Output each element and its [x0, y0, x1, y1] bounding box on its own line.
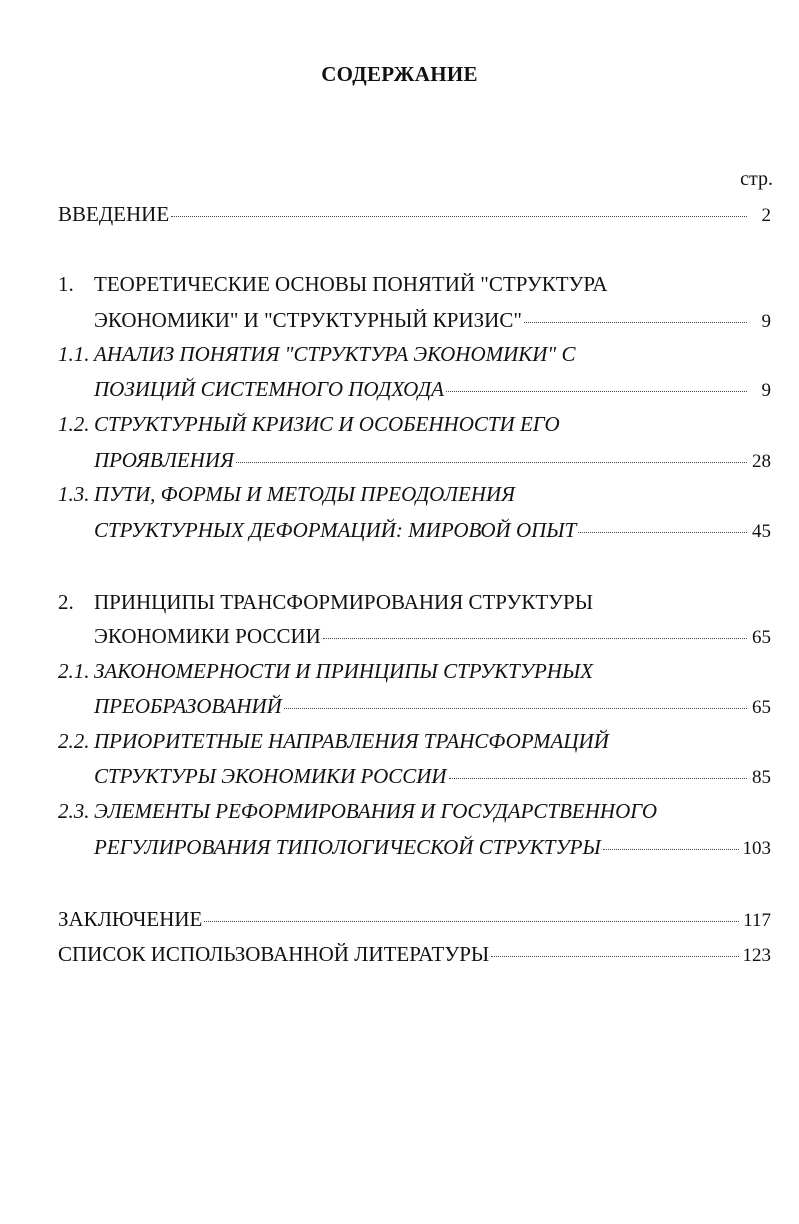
section-title-line2: СТРУКТУРЫ ЭКОНОМИКИ РОССИИ — [94, 764, 447, 788]
toc-entry-bibliography[interactable] — [58, 940, 771, 970]
toc-page-number: 65 — [752, 697, 771, 718]
toc-entry-text: СПИСОК ИСПОЛЬЗОВАННОЙ ЛИТЕРАТУРЫ — [58, 942, 490, 966]
chapter-title-line2: ЭКОНОМИКИ" И "СТРУКТУРНЫЙ КРИЗИС" — [94, 308, 522, 332]
toc-page-number: 45 — [752, 521, 771, 542]
toc-page-number: 2 — [761, 205, 771, 226]
toc-section-2-2-line2[interactable] — [94, 762, 771, 792]
toc-section-2-2-line1[interactable] — [58, 727, 609, 755]
toc-chapter-1-line2[interactable] — [94, 306, 771, 336]
dot-leader — [603, 849, 739, 850]
section-number: 1.3. — [58, 482, 90, 506]
toc-page-number: 28 — [752, 451, 771, 472]
dot-leader — [204, 921, 739, 922]
section-number: 2.2. — [58, 729, 90, 753]
toc-entry-intro[interactable] — [58, 200, 771, 230]
toc-chapter-2-line2[interactable] — [94, 622, 771, 652]
toc-page-number: 85 — [752, 767, 771, 788]
dot-leader — [171, 216, 747, 217]
section-title-line2: ПОЗИЦИЙ СИСТЕМНОГО ПОДХОДА — [94, 377, 444, 401]
toc-page-number: 9 — [761, 311, 771, 332]
toc-section-1-1-line1[interactable] — [58, 340, 575, 368]
dot-leader — [323, 638, 747, 639]
dot-leader — [284, 708, 747, 709]
section-title-line1: СТРУКТУРНЫЙ КРИЗИС И ОСОБЕННОСТИ ЕГО — [94, 412, 560, 436]
section-title-line2: СТРУКТУРНЫХ ДЕФОРМАЦИЙ: МИРОВОЙ ОПЫТ — [94, 518, 577, 542]
toc-section-2-3-line1[interactable] — [58, 797, 657, 825]
toc-entry-text: ВВЕДЕНИЕ — [58, 202, 170, 226]
toc-page-number: 123 — [742, 945, 771, 966]
toc-section-1-3-line2[interactable] — [94, 516, 771, 546]
dot-leader — [449, 778, 747, 779]
section-number: 1.2. — [58, 412, 90, 436]
section-number: 2.3. — [58, 799, 90, 823]
section-number: 2.1. — [58, 659, 90, 683]
toc-section-2-1-line2[interactable] — [94, 692, 771, 722]
section-title-line2: ПРОЯВЛЕНИЯ — [94, 448, 234, 472]
toc-entry-conclusion[interactable] — [58, 905, 771, 935]
section-title-line1: АНАЛИЗ ПОНЯТИЯ "СТРУКТУРА ЭКОНОМИКИ" С — [94, 342, 576, 366]
toc-section-1-3-line1[interactable] — [58, 480, 515, 508]
page-title: СОДЕРЖАНИЕ — [321, 62, 478, 86]
toc-page-number: 65 — [752, 627, 771, 648]
chapter-title-line1: ПРИНЦИПЫ ТРАНСФОРМИРОВАНИЯ СТРУКТУРЫ — [94, 590, 594, 614]
chapter-number: 2. — [58, 590, 74, 614]
section-title-line1: ЭЛЕМЕНТЫ РЕФОРМИРОВАНИЯ И ГОСУДАРСТВЕННОГО — [94, 799, 658, 823]
toc-chapter-2-line1[interactable] — [58, 588, 593, 616]
dot-leader — [491, 956, 738, 957]
dot-leader — [524, 322, 747, 323]
toc-section-1-2-line1[interactable] — [58, 410, 560, 438]
toc-section-2-1-line1[interactable] — [58, 657, 593, 685]
section-title-line1: ПРИОРИТЕТНЫЕ НАПРАВЛЕНИЯ ТРАНСФОРМАЦИЙ — [94, 729, 609, 753]
toc-entry-text: ЗАКЛЮЧЕНИЕ — [58, 907, 203, 931]
toc-page-number: 117 — [743, 910, 771, 931]
toc-chapter-1-line1[interactable] — [58, 270, 608, 298]
chapter-number: 1. — [58, 272, 74, 296]
section-title-line1: ЗАКОНОМЕРНОСТИ И ПРИНЦИПЫ СТРУКТУРНЫХ — [94, 659, 594, 683]
dot-leader — [578, 532, 747, 533]
section-title-line1: ПУТИ, ФОРМЫ И МЕТОДЫ ПРЕОДОЛЕНИЯ — [94, 482, 515, 506]
chapter-title-line1: ТЕОРЕТИЧЕСКИЕ ОСНОВЫ ПОНЯТИЙ "СТРУКТУРА — [94, 272, 608, 296]
toc-section-1-2-line2[interactable] — [94, 446, 771, 476]
dot-leader — [446, 391, 747, 392]
section-number: 1.1. — [58, 342, 90, 366]
dot-leader — [236, 462, 747, 463]
section-title-line2: РЕГУЛИРОВАНИЯ ТИПОЛОГИЧЕСКОЙ СТРУКТУРЫ — [94, 835, 601, 859]
toc-page-number: 103 — [742, 838, 771, 859]
toc-section-1-1-line2[interactable] — [94, 375, 771, 405]
toc-section-2-3-line2[interactable] — [94, 833, 771, 863]
chapter-title-line2: ЭКОНОМИКИ РОССИИ — [94, 624, 321, 648]
section-title-line2: ПРЕОБРАЗОВАНИЙ — [94, 694, 282, 718]
toc-page-number: 9 — [761, 380, 771, 401]
page-column-label: стр. — [740, 168, 773, 190]
